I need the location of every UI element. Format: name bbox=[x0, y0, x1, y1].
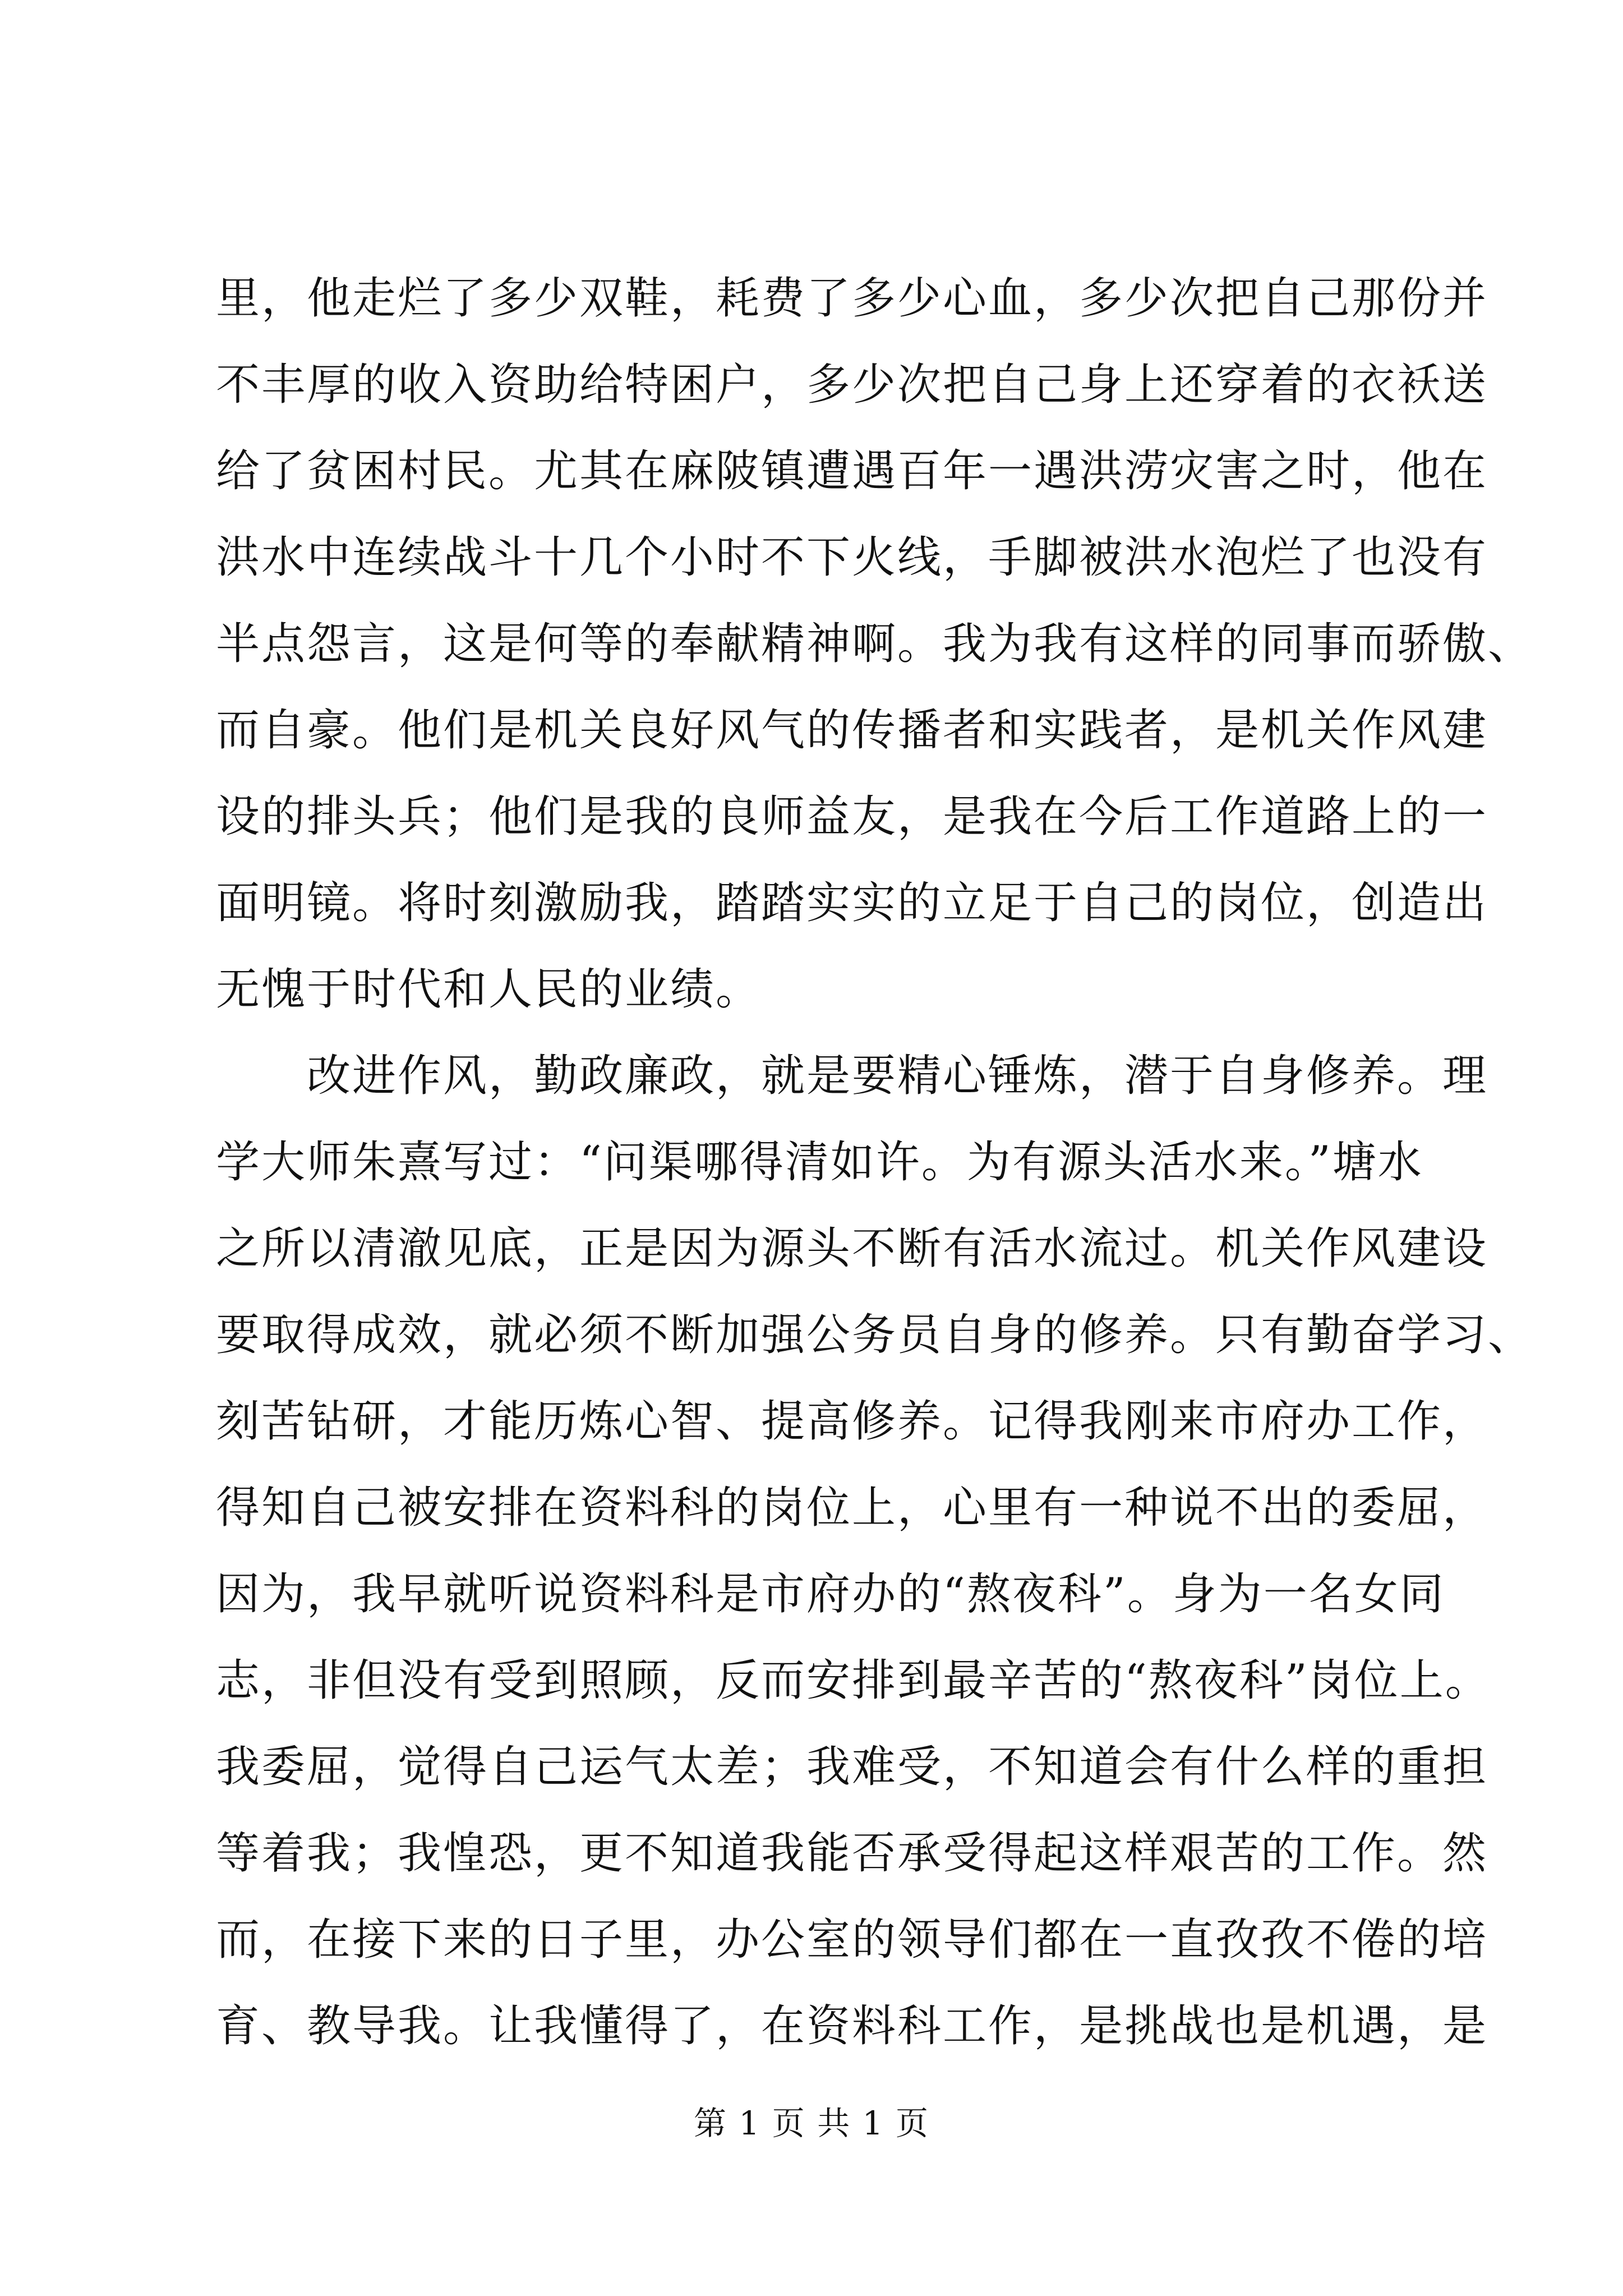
text-line: 给了贫困村民。尤其在麻陂镇遭遇百年一遇洪涝灾害之时，他在 bbox=[216, 446, 1488, 496]
text-line: 等着我；我惶恐，更不知道我能否承受得起这样艰苦的工作。然 bbox=[216, 1828, 1488, 1879]
text-line: 得知自己被安排在资料科的岗位上，心里有一种说不出的委屈， bbox=[216, 1483, 1488, 1533]
page-footer bbox=[0, 2101, 1623, 2146]
page-number-label: 第 1 页 共 1 页 bbox=[694, 2104, 929, 2142]
text-line: 不丰厚的收入资助给特困户，多少次把自己身上还穿着的衣袄送 bbox=[216, 360, 1488, 410]
text-line: 因为，我早就听说资料科是市府办的“熬夜科”。身为一名女同 bbox=[216, 1569, 1445, 1619]
paragraph-start-line: 改进作风，勤政廉政，就是要精心锤炼，潜于自身修养。理 bbox=[216, 1051, 1488, 1101]
text-line: 我委屈，觉得自己运气太差；我难受，不知道会有什么样的重担 bbox=[216, 1742, 1488, 1792]
text-line: 志，非但没有受到照顾，反而安排到最辛苦的“熬夜科”岗位上。 bbox=[216, 1655, 1491, 1706]
text-line: 设的排头兵；他们是我的良师益友，是我在今后工作道路上的一 bbox=[216, 792, 1488, 842]
body-text bbox=[216, 255, 1534, 2069]
text-line: 刻苦钻研，才能历炼心智、提高修养。记得我刚来市府办工作， bbox=[216, 1396, 1488, 1447]
text-line: 洪水中连续战斗十几个小时不下火线，手脚被洪水泡烂了也没有 bbox=[216, 532, 1488, 583]
text-line: 之所以清澈见底，正是因为源头不断有活水流过。机关作风建设 bbox=[216, 1223, 1488, 1274]
text-line: 而自豪。他们是机关良好风气的传播者和实践者，是机关作风建 bbox=[216, 705, 1488, 756]
text-line: 育、教导我。让我懂得了，在资料科工作，是挑战也是机遇，是 bbox=[216, 2001, 1488, 2051]
text-line: 里，他走烂了多少双鞋，耗费了多少心血，多少次把自己那份并 bbox=[216, 273, 1488, 324]
text-line: 无愧于时代和人民的业绩。 bbox=[216, 964, 762, 1015]
text-line: 要取得成效，就必须不断加强公务员自身的修养。只有勤奋学习、 bbox=[216, 1310, 1534, 1360]
text-line: 半点怨言，这是何等的奉献精神啊。我为我有这样的同事而骄傲、 bbox=[216, 619, 1534, 669]
text-line: 而，在接下来的日子里，办公室的领导们都在一直孜孜不倦的培 bbox=[216, 1915, 1488, 1965]
text-line: 面明镜。将时刻激励我，踏踏实实的立足于自己的岗位，创造出 bbox=[216, 878, 1488, 928]
text-line: 学大师朱熹写过：“问渠哪得清如许。为有源头活水来。”塘水 bbox=[216, 1137, 1423, 1188]
